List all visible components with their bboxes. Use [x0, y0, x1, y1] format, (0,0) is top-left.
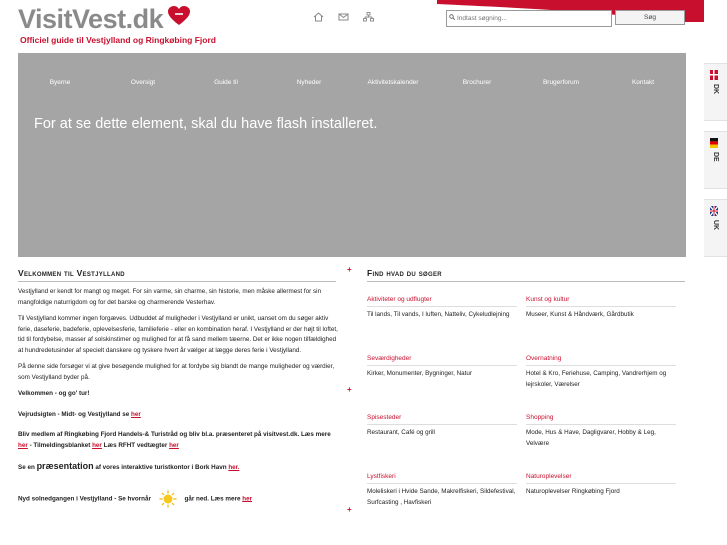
- category-title[interactable]: Lystfiskeri: [367, 473, 396, 480]
- category-title[interactable]: Shopping: [526, 414, 554, 421]
- nav-item-brugerforum[interactable]: Brugerforum: [542, 79, 580, 86]
- nav-item-oversigt[interactable]: Oversigt: [130, 79, 156, 86]
- category-title[interactable]: Overnatning: [526, 355, 562, 362]
- nav-item-nyheder[interactable]: Nyheder: [296, 79, 322, 86]
- weather-line: [18, 410, 338, 421]
- language-tab-uk[interactable]: [704, 199, 727, 257]
- sitemap-icon[interactable]: [363, 12, 374, 22]
- find-section: [367, 268, 687, 506]
- header: [0, 0, 727, 52]
- site-logo[interactable]: [18, 4, 190, 35]
- weather-text: Vejrudsigten - Midt- og Vestjylland se: [18, 410, 130, 418]
- nav-item-kontakt[interactable]: Kontakt: [631, 79, 655, 86]
- category-desc: Til lands, Til vands, I luften, Natteliv, Cykeludlejning: [367, 311, 510, 318]
- plus-marker: +: [347, 505, 352, 514]
- category-desc: Museer, Kunst & Håndværk, Gårdbutik: [526, 311, 634, 318]
- intro-paragraph-2: Til Vestjylland kommer ingen forgæves. Udbuddet af muligheder i Vestjylland er unikt, uanset om du søger aktiv ferie, daseferie, badeferie, oplevelsesferie, familieferie - eller en kombination heraf. I Vestjylland er der højt til loftet, tid til fordybelse, masser af solskinstimer og mulighed for at få sand mellem tæerne. Det er ikke nogen tilfældighed at hundredetusinder af specielt danskere og tyskere hvert år vælger at lægge deres ferie i Vestjylland.: [18, 315, 338, 354]
- membership-link-1[interactable]: her: [18, 441, 28, 449]
- membership-text-2: - Tilmeldingsblanket: [29, 441, 91, 449]
- language-tabs: [704, 0, 727, 545]
- category-desc: Naturoplevelser Ringkøbing Fjord: [526, 488, 620, 495]
- category-title[interactable]: Kunst og kultur: [526, 296, 570, 303]
- sunset-pre: Nyd solnedgangen i Vestjylland - Se hvornår: [18, 495, 151, 503]
- flash-message: For at se dette element, skal du have flash installeret.: [34, 116, 378, 132]
- home-icon[interactable]: [313, 12, 324, 22]
- intro-paragraph-3: På denne side forsøger vi at give besøgende mulighed for at fordybe sig blandt de mange muligheder og værdier, som Vestjylland byder på.: [18, 363, 335, 381]
- mail-icon[interactable]: [338, 12, 349, 22]
- language-label: DE: [712, 152, 719, 162]
- uk-flag-icon: [710, 206, 718, 216]
- search-icon: [449, 14, 455, 20]
- category-desc: Moleliskeri i Hvide Sande, Makrelfiskeri, Sildefestival, Surfcasting , Havfiskeri: [367, 488, 516, 506]
- divider: [367, 365, 517, 366]
- search-box: [446, 10, 612, 27]
- membership-text-3: Læs RFHT vedtægter: [103, 441, 168, 449]
- presentation-post: af vores interaktive turistkontor i Bork Havn: [95, 464, 227, 471]
- search-button[interactable]: Søg: [615, 10, 685, 25]
- category-fishing: [367, 473, 517, 508]
- presentation-word: præsentation: [36, 461, 94, 471]
- intro-paragraph-1: Vestjylland er kendt for mangt og meget. For sin varme, sin charme, sin historie, men måske allermest for sin mangfoldige naturrigdom og for det barske og charmerende Vesterhav.: [18, 288, 322, 306]
- nav-item-brochurer[interactable]: Brochurer: [462, 79, 492, 86]
- presentation-line: [18, 461, 338, 474]
- category-dining: [367, 414, 517, 439]
- weather-link[interactable]: her: [131, 410, 141, 418]
- plus-marker: +: [347, 265, 352, 274]
- plus-marker: +: [347, 385, 352, 394]
- divider: [367, 483, 517, 484]
- sun-icon: [159, 490, 177, 508]
- language-tab-dk[interactable]: [704, 63, 727, 121]
- statutes-link[interactable]: her: [169, 441, 179, 449]
- category-accommodation: [526, 355, 676, 390]
- danish-flag-icon: [710, 70, 718, 80]
- divider: [18, 281, 336, 282]
- category-nature: [526, 473, 676, 498]
- search-input[interactable]: [457, 12, 607, 24]
- heart-icon: [168, 6, 190, 26]
- main-nav: [18, 79, 686, 91]
- welcome-heading: Velkommen til Vestjylland: [18, 268, 125, 278]
- category-art-culture: [526, 296, 676, 321]
- category-sights: [367, 355, 517, 380]
- sunset-link[interactable]: her: [242, 495, 253, 503]
- presentation-link[interactable]: her.: [228, 464, 240, 471]
- divider: [526, 306, 676, 307]
- category-title[interactable]: Aktiviteter og udflugter: [367, 296, 432, 303]
- category-desc: Kirker, Monumenter, Bygninger, Natur: [367, 370, 472, 377]
- category-desc: Mode, Hus & Have, Dagligvarer, Hobby & Leg, Velvære: [526, 429, 656, 447]
- sunset-post: går ned. Læs mere: [184, 495, 241, 503]
- membership-text-1: Bliv medlem af Ringkøbing Fjord Handels-& Turistråd og bliv bl.a. præsenteret på visitvest.dk. Læs mere: [18, 431, 331, 438]
- category-title[interactable]: Seværdigheder: [367, 355, 412, 362]
- divider: [367, 424, 517, 425]
- german-flag-icon: [710, 138, 718, 148]
- nav-item-guide[interactable]: Guide til: [214, 79, 238, 86]
- category-title[interactable]: Spisesteder: [367, 414, 402, 421]
- divider: [526, 424, 676, 425]
- registration-link[interactable]: her: [92, 441, 102, 449]
- divider: [526, 365, 676, 366]
- logo-text: VisitVest.dk: [18, 4, 164, 34]
- presentation-pre: Se en: [18, 464, 35, 471]
- sunset-line: [18, 490, 338, 508]
- language-label: UK: [712, 220, 719, 231]
- top-icons: [313, 12, 374, 22]
- find-heading: Find hvad du søger: [367, 268, 442, 278]
- category-shopping: [526, 414, 676, 449]
- category-activities: [367, 296, 517, 321]
- language-label: DK: [712, 84, 719, 95]
- category-desc: Restaurant, Café og grill: [367, 429, 435, 436]
- welcome-line: Velkommen - og go' tur!: [18, 390, 90, 397]
- divider: [367, 306, 517, 307]
- category-desc: Hotel & Kro, Feriehuse, Camping, Vandrerhjem og lejrskoler, Værelser: [526, 370, 667, 388]
- language-tab-de[interactable]: [704, 131, 727, 189]
- membership-line: [18, 430, 338, 451]
- nav-item-byerne[interactable]: Byerne: [49, 79, 71, 86]
- welcome-section: [18, 268, 338, 514]
- flash-banner: [18, 53, 686, 257]
- divider: [526, 483, 676, 484]
- tagline: Officiel guide til Vestjylland og Ringkøbing Fjord: [20, 35, 216, 45]
- divider: [367, 281, 685, 282]
- category-title[interactable]: Naturoplevelser: [526, 473, 572, 480]
- nav-item-aktivitetskalender[interactable]: Aktivitetskalender: [367, 79, 419, 86]
